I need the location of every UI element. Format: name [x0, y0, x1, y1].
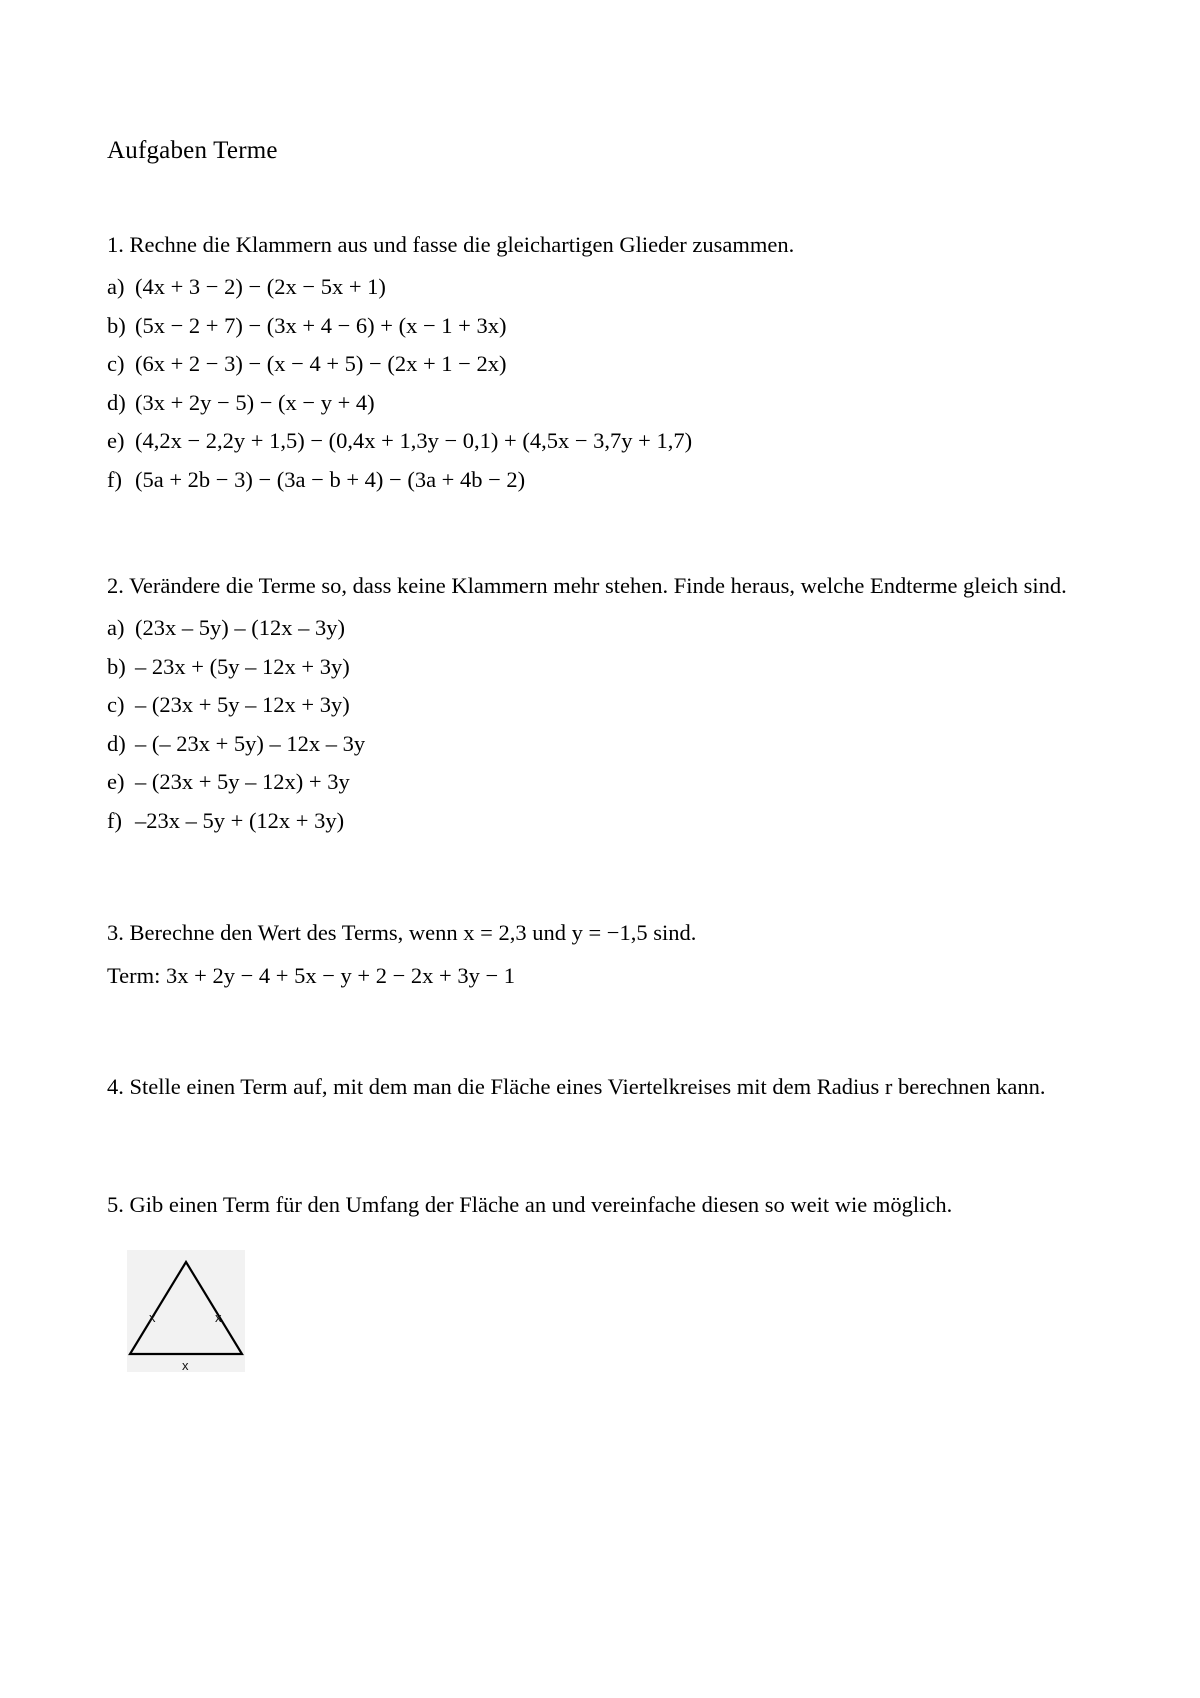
item-label: d): [107, 389, 126, 415]
task-5-figure-wrap: [127, 1250, 1110, 1372]
item-label: a): [107, 615, 125, 640]
task-4: [107, 1064, 1110, 1110]
task-2-item-d: [107, 725, 1110, 764]
task-2-item-f: [107, 802, 1110, 841]
item-text: (5a + 2b − 3) − (3a − b + 4) − (3a + 4b − 2): [135, 466, 526, 492]
item-text: (4x + 3 − 2) − (2x − 5x + 1): [135, 274, 386, 299]
task-2: [107, 563, 1110, 840]
item-text: –23x – 5y + (12x + 3y): [135, 807, 345, 833]
triangle-right-side-label: x: [215, 1310, 222, 1325]
spacer: [107, 499, 1110, 563]
task-1: [107, 222, 1110, 499]
spacer: [107, 840, 1110, 910]
task-2-item-e: [107, 763, 1110, 802]
triangle-left-side-label: x: [149, 1310, 156, 1325]
item-label: e): [107, 428, 125, 453]
equilateral-triangle-shape: [130, 1262, 242, 1354]
item-text: (6x + 2 − 3) − (x − 4 + 5) − (2x + 1 − 2x): [135, 351, 507, 376]
item-label: c): [107, 351, 125, 376]
task-3: [107, 910, 1110, 996]
triangle-diagram: [127, 1250, 245, 1372]
item-label: f): [107, 466, 122, 492]
task-1-intro: 1. Rechne die Klammern aus und fasse die gleichartigen Glieder zusammen.: [107, 232, 795, 257]
task-3-intro: 3. Berechne den Wert des Terms, wenn x = 2,3 und y = −1,5 sind.: [107, 920, 697, 945]
task-1-item-a: [107, 268, 1110, 307]
page-title: Aufgaben Terme: [107, 137, 278, 164]
task-5-intro: 5. Gib einen Term für den Umfang der Fläche an und vereinfache diesen so weit wie möglich.: [107, 1192, 953, 1217]
item-text: – 23x + (5y – 12x + 3y): [135, 653, 350, 679]
task-1-item-e: [107, 422, 1110, 461]
task-1-item-c: [107, 345, 1110, 384]
task-5: [107, 1182, 1110, 1372]
task-2-items: [107, 609, 1110, 840]
item-text: (3x + 2y − 5) − (x − y + 4): [135, 389, 375, 415]
item-label: c): [107, 692, 125, 717]
item-text: (4,2x − 2,2y + 1,5) − (0,4x + 1,3y − 0,1) + (4,5x − 3,7y + 1,7): [135, 428, 693, 453]
task-2-item-b: [107, 648, 1110, 687]
item-label: e): [107, 769, 125, 794]
spacer: [107, 996, 1110, 1064]
item-label: a): [107, 274, 125, 299]
item-label: b): [107, 653, 126, 679]
task-1-item-d: [107, 384, 1110, 423]
item-text: (5x − 2 + 7) − (3x + 4 − 6) + (x − 1 + 3x): [135, 312, 507, 338]
task-1-item-b: [107, 307, 1110, 346]
task-1-item-f: [107, 461, 1110, 500]
item-label: b): [107, 312, 126, 338]
task-2-item-a: [107, 609, 1110, 648]
spacer: [107, 1110, 1110, 1182]
spacer: [107, 166, 1110, 222]
task-1-items: [107, 268, 1110, 499]
item-label: d): [107, 730, 126, 756]
document-content: [107, 0, 1110, 1372]
task-3-term: Term: 3x + 2y − 4 + 5x − y + 2 − 2x + 3y − 1: [107, 963, 516, 988]
triangle-figure: [127, 1250, 245, 1372]
item-text: – (23x + 5y – 12x) + 3y: [135, 769, 350, 794]
task-2-intro: 2. Verändere die Terme so, dass keine Klammern mehr stehen. Finde heraus, welche Endterme gleich sind.: [107, 573, 1067, 598]
task-4-intro: 4. Stelle einen Term auf, mit dem man die Fläche eines Viertelkreises mit dem Radius r berechnen kann.: [107, 1074, 1046, 1099]
task-2-item-c: [107, 686, 1110, 725]
item-text: (23x – 5y) – (12x – 3y): [135, 615, 345, 640]
item-label: f): [107, 807, 122, 833]
triangle-base-label: x: [182, 1358, 189, 1372]
item-text: – (– 23x + 5y) – 12x – 3y: [135, 730, 366, 756]
item-text: – (23x + 5y – 12x + 3y): [135, 692, 350, 717]
